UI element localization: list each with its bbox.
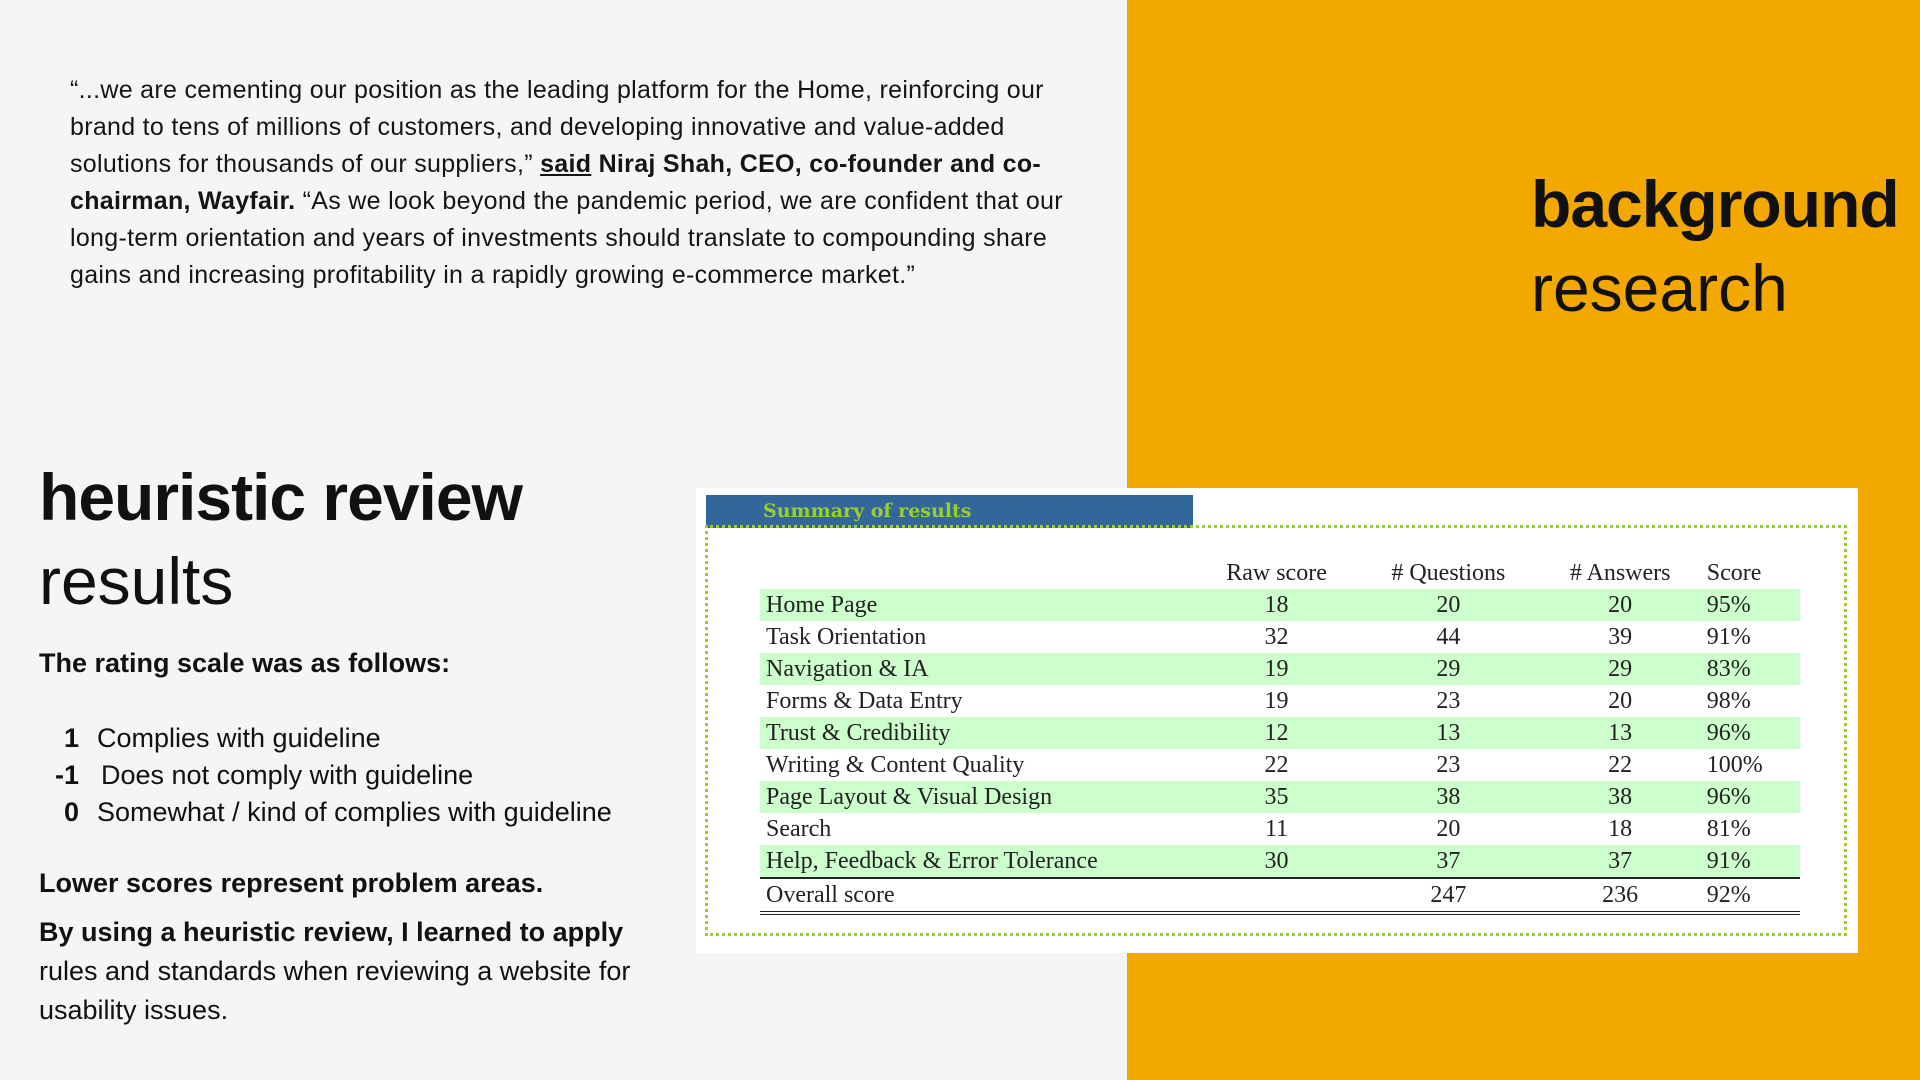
cell-category: Home Page xyxy=(760,589,1196,621)
table-row xyxy=(760,717,1800,749)
cell-answers: 22 xyxy=(1608,751,1633,778)
scale-value: 0 xyxy=(63,797,79,827)
scale-label: Complies with guideline xyxy=(97,723,381,753)
scale-value: -1 xyxy=(54,760,79,790)
cell-raw: 18 xyxy=(1196,589,1357,621)
cell-raw: 12 xyxy=(1196,717,1357,749)
cell-questions: 37 xyxy=(1357,845,1539,878)
cell-category: Page Layout & Visual Design xyxy=(760,781,1196,813)
cell-questions: 29 xyxy=(1357,653,1539,685)
cell-raw: 11 xyxy=(1264,815,1289,842)
rating-scale-list xyxy=(39,720,612,831)
cell-answers: 29 xyxy=(1540,653,1701,685)
cell-answers: 20 xyxy=(1540,589,1701,621)
table-row xyxy=(760,685,1800,717)
header-score: Score xyxy=(1706,559,1762,586)
table-row xyxy=(760,621,1800,653)
scale-item xyxy=(39,794,612,831)
cell-answers: 38 xyxy=(1540,781,1701,813)
cell-answers: 18 xyxy=(1608,815,1633,842)
cell-category: Search xyxy=(766,815,832,842)
scale-label: Somewhat / kind of complies with guideline xyxy=(97,797,612,827)
header-answers: # Answers xyxy=(1569,559,1671,586)
cell-raw xyxy=(1196,878,1357,913)
cell-score: 100% xyxy=(1706,751,1763,778)
learned-bold: By using a heuristic review, I learned to apply xyxy=(39,917,624,947)
cell-questions: 247 xyxy=(1357,878,1539,913)
learned-note xyxy=(39,913,679,1030)
cell-raw: 32 xyxy=(1264,623,1289,650)
cell-score: 81% xyxy=(1706,815,1751,842)
summary-title: Summary of results xyxy=(763,500,972,522)
table-row xyxy=(760,653,1800,685)
header-raw-score: Raw score xyxy=(1226,559,1327,586)
cell-answers: 39 xyxy=(1608,623,1633,650)
quote-text-2: “As we look beyond the pandemic period, we are confident that our long-term orientation and years of investments should translate to compounding share gains and increasing profitability in a rapidly growing e-commerce market.” xyxy=(70,187,1063,289)
quote-said: said xyxy=(540,150,592,178)
background-title-bold: background xyxy=(1531,167,1899,241)
cell-questions: 23 xyxy=(1436,687,1461,714)
table-row xyxy=(760,781,1800,813)
summary-header xyxy=(706,495,1193,528)
cell-category: Trust & Credibility xyxy=(760,717,1196,749)
cell-category: Navigation & IA xyxy=(760,653,1196,685)
scale-label: Does not comply with guideline xyxy=(101,760,474,790)
cell-score: 96% xyxy=(1701,717,1800,749)
cell-questions: 20 xyxy=(1357,589,1539,621)
scale-value: 1 xyxy=(63,723,79,753)
ceo-quote xyxy=(70,72,1080,294)
cell-score: 91% xyxy=(1701,845,1800,878)
background-title-light: research xyxy=(1531,251,1788,325)
cell-category: Task Orientation xyxy=(766,623,927,650)
cell-answers: 13 xyxy=(1540,717,1701,749)
overall-score-row xyxy=(760,878,1800,913)
table-header-row xyxy=(760,557,1800,589)
cell-score: 96% xyxy=(1701,781,1800,813)
scale-item xyxy=(39,720,612,757)
rating-scale-heading: The rating scale was as follows: xyxy=(39,648,451,678)
cell-score: 91% xyxy=(1706,623,1751,650)
cell-questions: 44 xyxy=(1436,623,1461,650)
cell-answers: 37 xyxy=(1540,845,1701,878)
cell-raw: 30 xyxy=(1196,845,1357,878)
cell-score: 98% xyxy=(1706,687,1751,714)
cell-score: 83% xyxy=(1701,653,1800,685)
cell-category: Help, Feedback & Error Tolerance xyxy=(760,845,1196,878)
cell-questions: 23 xyxy=(1436,751,1461,778)
cell-category: Writing & Content Quality xyxy=(766,751,1025,778)
heuristic-review-title xyxy=(39,455,522,623)
cell-questions: 13 xyxy=(1357,717,1539,749)
table-row xyxy=(760,589,1800,621)
cell-raw: 19 xyxy=(1264,687,1289,714)
cell-answers: 236 xyxy=(1540,878,1701,913)
cell-raw: 22 xyxy=(1264,751,1289,778)
table-row xyxy=(760,749,1800,781)
table-row xyxy=(760,813,1800,845)
cell-category: Overall score xyxy=(760,878,1196,913)
heuristic-title-bold: heuristic review xyxy=(39,460,522,534)
cell-questions: 38 xyxy=(1357,781,1539,813)
header-category xyxy=(760,557,1196,589)
heuristic-title-light: results xyxy=(39,544,234,618)
summary-results-card xyxy=(696,488,1858,953)
table-row xyxy=(760,845,1800,878)
cell-answers: 20 xyxy=(1608,687,1633,714)
cell-raw: 19 xyxy=(1196,653,1357,685)
cell-score: 95% xyxy=(1701,589,1800,621)
scale-item xyxy=(39,757,612,794)
summary-table xyxy=(760,557,1800,915)
quote-attribution: Niraj Shah, CEO, co-founder and co-chairman, Wayfair. xyxy=(70,150,1042,215)
cell-category: Forms & Data Entry xyxy=(766,687,963,714)
background-research-title xyxy=(1531,162,1899,330)
cell-raw: 35 xyxy=(1196,781,1357,813)
learned-rest: rules and standards when reviewing a website for usability issues. xyxy=(39,956,631,1025)
cell-questions: 20 xyxy=(1436,815,1461,842)
header-questions: # Questions xyxy=(1391,559,1506,586)
quote-text-1: “...we are cementing our position as the leading platform for the Home, reinforcing our brand to tens of millions of customers, and developing innovative and value-added solutions for thousands of our suppliers,” xyxy=(70,76,1044,178)
lower-scores-note: Lower scores represent problem areas. xyxy=(39,868,544,898)
cell-score: 92% xyxy=(1701,878,1800,913)
